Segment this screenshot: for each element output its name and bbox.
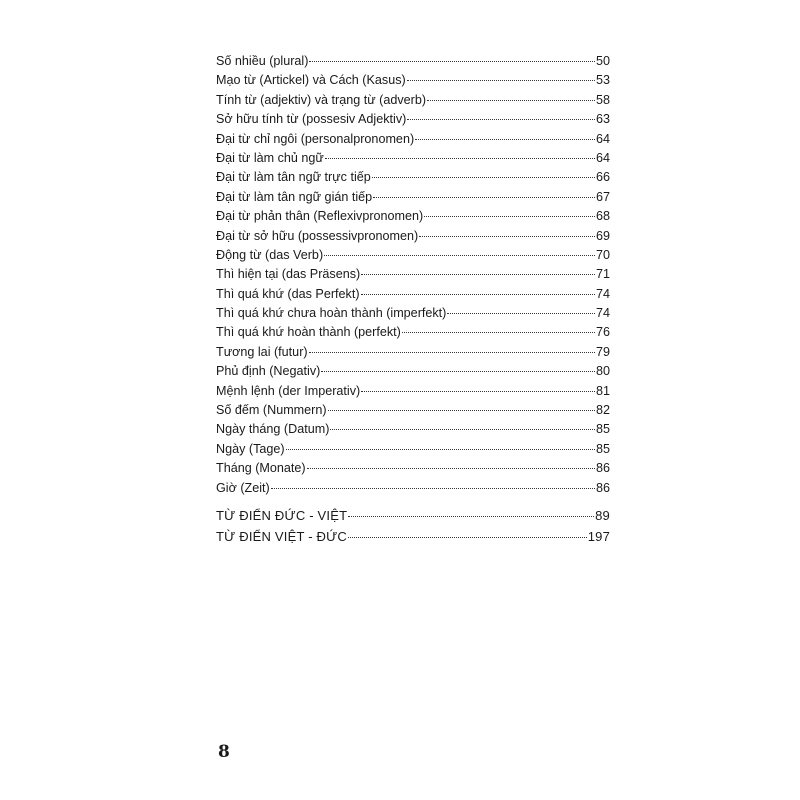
dot-leader xyxy=(321,370,595,372)
toc-entry-title: Phủ định (Negativ) xyxy=(216,364,321,379)
toc-entry-title: Tương lai (futur) xyxy=(216,344,308,359)
toc-entry-title: Mệnh lệnh (der Imperativ) xyxy=(216,383,361,398)
toc-entry-page: 85 xyxy=(595,422,610,437)
toc-entry-page: 67 xyxy=(595,189,610,204)
toc-entry-page: 74 xyxy=(595,286,610,301)
dot-leader xyxy=(361,390,595,392)
toc-entry-page: 85 xyxy=(595,441,610,456)
dot-leader xyxy=(372,176,595,178)
toc-section-vietnamese-german[interactable] xyxy=(216,526,610,547)
toc-entry[interactable] xyxy=(216,168,610,187)
dot-leader xyxy=(286,448,595,450)
toc-entry-page: 82 xyxy=(595,403,610,418)
toc-entry-page: 86 xyxy=(595,461,610,476)
toc-section-page: 89 xyxy=(595,507,610,523)
toc-entry-title: Thì hiện tại (das Präsens) xyxy=(216,267,361,282)
toc-entry-page: 80 xyxy=(595,364,610,379)
dot-leader xyxy=(271,487,595,489)
toc-entry[interactable] xyxy=(216,188,610,207)
toc-entry-title: Đại từ chỉ ngôi (personalpronomen) xyxy=(216,131,415,146)
toc-entry-title: Đại từ làm tân ngữ trực tiếp xyxy=(216,170,371,185)
toc-entry-title: Đại từ làm chủ ngữ xyxy=(216,150,324,165)
toc-entry[interactable] xyxy=(216,207,610,226)
dot-leader xyxy=(330,428,595,430)
dot-leader xyxy=(402,331,595,333)
toc-entry[interactable] xyxy=(216,227,610,246)
toc-section-title: TỪ ĐIỂN VIỆT - ĐỨC xyxy=(216,528,348,544)
dot-leader xyxy=(324,254,595,256)
toc-entry-title: Tính từ (adjektiv) và trạng từ (adverb) xyxy=(216,92,427,107)
toc-entry[interactable] xyxy=(216,71,610,90)
toc-entry-title: Giờ (Zeit) xyxy=(216,480,270,495)
toc-entry-title: Ngày tháng (Datum) xyxy=(216,422,330,437)
toc-entry-page: 69 xyxy=(595,228,610,243)
toc-entry-title: Đại từ sở hữu (possessivpronomen) xyxy=(216,228,419,243)
toc-entry[interactable] xyxy=(216,343,610,362)
page-number: 8 xyxy=(218,742,230,762)
dot-leader xyxy=(427,99,595,101)
dot-leader xyxy=(309,351,595,353)
toc-entry[interactable] xyxy=(216,110,610,129)
toc-entry-page: 58 xyxy=(595,92,610,107)
dot-leader xyxy=(325,157,595,159)
toc-entry[interactable] xyxy=(216,91,610,110)
dot-leader xyxy=(307,467,595,469)
toc-entry[interactable] xyxy=(216,304,610,323)
toc-entry-page: 86 xyxy=(595,480,610,495)
toc-entry-title: Sở hữu tính từ (possesiv Adjektiv) xyxy=(216,112,407,127)
toc-entry[interactable] xyxy=(216,149,610,168)
toc-entry-page: 53 xyxy=(595,73,610,88)
toc-entry-page: 66 xyxy=(595,170,610,185)
toc-entry-page: 71 xyxy=(595,267,610,282)
toc-entry[interactable] xyxy=(216,401,610,420)
toc-entry-title: Ngày (Tage) xyxy=(216,441,285,456)
toc-entry[interactable] xyxy=(216,440,610,459)
toc-entry[interactable] xyxy=(216,285,610,304)
toc-entry-page: 81 xyxy=(595,383,610,398)
toc-entry[interactable] xyxy=(216,479,610,498)
dot-leader xyxy=(419,235,595,237)
toc-entry-page: 64 xyxy=(595,131,610,146)
toc-section-german-vietnamese[interactable] xyxy=(216,505,610,526)
dot-leader xyxy=(309,60,595,62)
toc-entry-page: 50 xyxy=(595,54,610,68)
toc-entry-page: 79 xyxy=(595,344,610,359)
dot-leader xyxy=(415,138,595,140)
toc-entry-title: Tháng (Monate) xyxy=(216,461,306,476)
toc-entry-page: 63 xyxy=(595,112,610,127)
dot-leader xyxy=(361,273,595,275)
toc-entry[interactable] xyxy=(216,246,610,265)
dot-leader xyxy=(328,409,595,411)
dot-leader xyxy=(447,312,595,314)
toc-entry-page: 76 xyxy=(595,325,610,340)
toc-entry-title: Động từ (das Verb) xyxy=(216,247,324,262)
toc-entry[interactable] xyxy=(216,265,610,284)
toc-entry-title: Số đếm (Nummern) xyxy=(216,403,327,418)
toc-entry[interactable] xyxy=(216,459,610,478)
toc-entry[interactable] xyxy=(216,362,610,381)
toc-entry[interactable] xyxy=(216,382,610,401)
toc-section-page: 197 xyxy=(587,528,610,544)
toc-entry-page: 74 xyxy=(595,306,610,321)
toc-entry-title: Số nhiều (plural) xyxy=(216,54,309,68)
dot-leader xyxy=(424,215,595,217)
toc-entry[interactable] xyxy=(216,52,610,71)
dot-leader xyxy=(348,536,587,538)
toc-entry[interactable] xyxy=(216,323,610,342)
toc-entry-title: Đại từ phản thân (Reflexivpronomen) xyxy=(216,209,424,224)
toc-entry-page: 68 xyxy=(595,209,610,224)
table-of-contents xyxy=(216,52,610,547)
toc-entry-page: 70 xyxy=(595,247,610,262)
toc-entry-page: 64 xyxy=(595,150,610,165)
dot-leader xyxy=(373,196,595,198)
toc-entry[interactable] xyxy=(216,420,610,439)
toc-entry-title: Thì quá khứ (das Perfekt) xyxy=(216,286,360,301)
toc-entry-title: Đại từ làm tân ngữ gián tiếp xyxy=(216,189,373,204)
dot-leader xyxy=(407,118,595,120)
toc-entry-title: Thì quá khứ chưa hoàn thành (imperfekt) xyxy=(216,306,447,321)
dot-leader xyxy=(348,515,594,517)
toc-section-title: TỪ ĐIỂN ĐỨC - VIỆT xyxy=(216,507,348,523)
dot-leader xyxy=(361,293,595,295)
toc-entry-title: Thì quá khứ hoàn thành (perfekt) xyxy=(216,325,401,340)
toc-entry-title: Mạo từ (Artickel) và Cách (Kasus) xyxy=(216,73,406,88)
dot-leader xyxy=(407,79,595,81)
toc-entry[interactable] xyxy=(216,130,610,149)
